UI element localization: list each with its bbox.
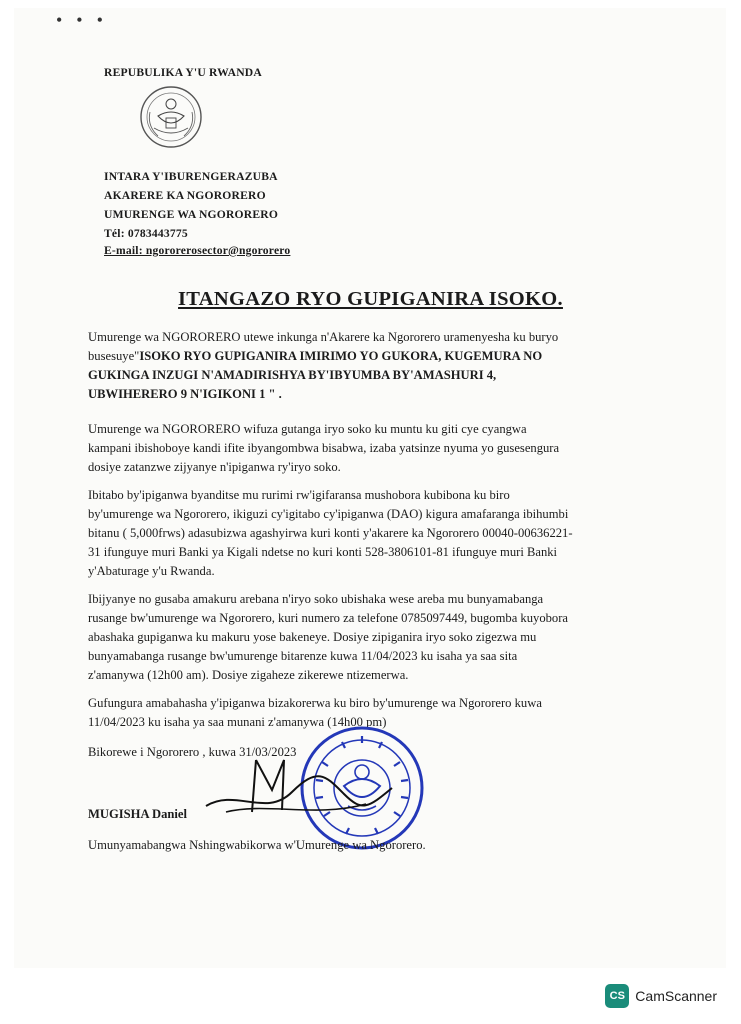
- p1-line-2: [88, 347, 648, 366]
- signatory-name: MUGISHA Daniel: [88, 807, 188, 821]
- p1-bold-2: GUKINGA INZUGI N'AMADIRISHYA BY'IBYUMBA BY'AMASHURI 4,: [88, 368, 497, 382]
- camscanner-watermark: [605, 984, 717, 1008]
- p3-line-5: y'Abaturage y'u Rwanda.: [88, 564, 215, 578]
- p4-line-4: bunyamabanga rusange bw'umurenge bitarenze kuwa 11/04/2023 ku isaha ya saa sita: [88, 649, 518, 663]
- handwritten-signature-icon: [196, 748, 396, 828]
- header-province: INTARA Y'IBURENGERAZUBA: [104, 170, 278, 183]
- paragraph-1: [88, 328, 648, 404]
- p2-line-3: dosiye zatanzwe zijyanye n'ipiganwa ry'iryo soko.: [88, 460, 341, 474]
- p3-line-2: by'umurenge wa Ngororero, ikiguzi cy'igitabo cy'ipiganwa (DAO) kigura amafaranga ibihumbi: [88, 507, 569, 521]
- p5-line-1: Gufungura amabahasha y'ipiganwa bizakorerwa ku biro by'umurenge wa Ngororero kuwa: [88, 696, 542, 710]
- date-line: Bikorewe i Ngororero , kuwa 31/03/2023: [88, 745, 297, 759]
- header-republic: REPUBULIKA Y'U RWANDA: [104, 66, 262, 79]
- camscanner-label: CamScanner: [635, 988, 717, 1004]
- p1-line-1: Umurenge wa NGORORERO utewe inkunga n'Akarere ka Ngororero uramenyesha ku buryo: [88, 330, 559, 344]
- p4-line-1: Ibijyanye no gusaba amakuru arebana n'iryo soko ubishaka wese areba mu bunyamabanga: [88, 592, 544, 606]
- paragraph-2: [88, 420, 648, 477]
- p2-line-1: Umurenge wa NGORORERO wifuza gutanga iryo soko ku muntu ku giti cye cyangwa: [88, 422, 527, 436]
- signatory-title: Umunyamabangwa Nshingwabikorwa w'Umurenge wa Ngororero.: [88, 838, 426, 852]
- p4-line-3: abashaka gupiganwa ku makuru yose bakeneye. Dosiye zipiganira iryo soko zigezwa mu: [88, 630, 537, 644]
- paragraph-4: [88, 590, 648, 685]
- header-email: E-mail: ngororerosector@ngororero: [104, 244, 291, 257]
- p5-line-2: 11/04/2023 ku isaha ya saa munani z'amanywa (14h00 pm): [88, 715, 387, 729]
- p1-bold-1: ISOKO RYO GUPIGANIRA IMIRIMO YO GUKORA, KUGEMURA NO: [139, 349, 543, 363]
- p3-line-1: Ibitabo by'ipiganwa byanditse mu rurimi rw'igifaransa mushobora kubibona ku biro: [88, 488, 510, 502]
- p1-bold-3: UBWIHERERO 9 N'IGIKONI 1 " .: [88, 387, 282, 401]
- header-tel: Tél: 0783443775: [104, 227, 188, 240]
- p3-line-4: 31 ifunguye muri Banki ya Kigali ndetse no kuri konti 528-3806101-81 ifunguye muri Banki: [88, 545, 558, 559]
- header-sector: UMURENGE WA NGORORERO: [104, 208, 279, 221]
- scan-artifact-dots: •••: [56, 10, 117, 30]
- document-title: ITANGAZO RYO GUPIGANIRA ISOKO.: [178, 288, 563, 310]
- p4-line-2: rusange bw'umurenge wa Ngororero, kuri numero za telefone 0785097449, bugomba kuyobora: [88, 611, 568, 625]
- p4-line-5: z'amanywa (12h00 am). Dosiye zigaheze zikerewe ntizemerwa.: [88, 668, 409, 682]
- p2-line-2: kampani ibishoboye kandi ifite ibyangombwa bisabwa, izaba yatsinze nyuma yo gusesengura: [88, 441, 560, 455]
- p3-line-3: bitanu ( 5,000frws) adasubizwa agashyirwa kuri konti y'akarere ka Ngororero 00040-00636221-: [88, 526, 573, 540]
- p1-prefix: busesuye": [88, 349, 140, 363]
- rwanda-emblem-icon: [136, 82, 206, 152]
- paragraph-3: [88, 486, 648, 581]
- header-district: AKARERE KA NGORORERO: [104, 189, 266, 202]
- camscanner-logo-icon: CS: [605, 984, 629, 1008]
